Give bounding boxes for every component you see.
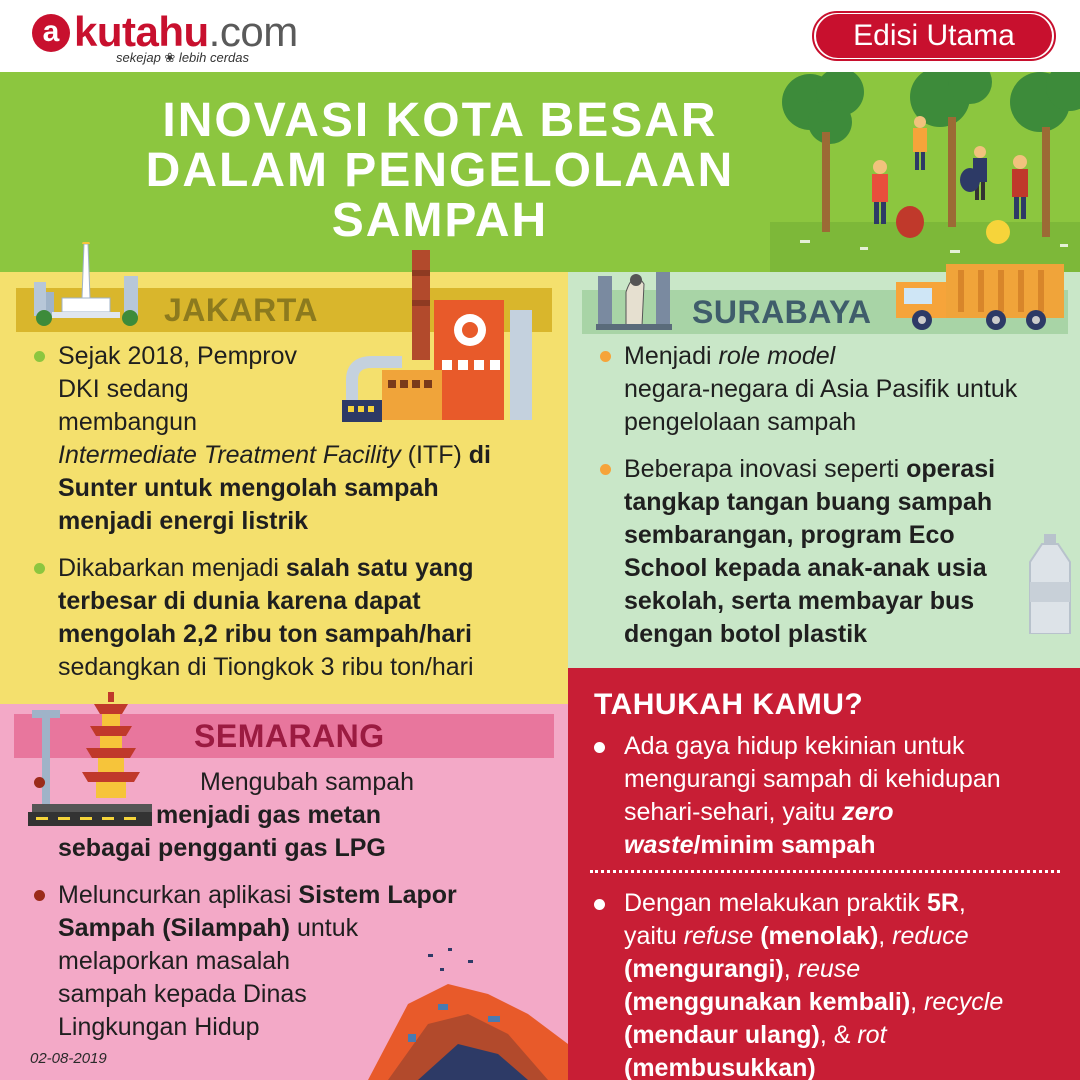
header [0,0,1080,72]
logo-tagline: sekejap ❀ lebih cerdas [116,50,250,65]
dotted-divider [590,870,1060,873]
logo-a-mark: a [32,14,70,52]
surabaya-monument-illustration [596,262,672,334]
tahukah-bullets [590,730,1060,1080]
semarang-panel [0,704,568,1080]
list-item: Mengubah sampah menjadi gas metan sebagai pengganti gas LPG [32,766,457,865]
list-item: Beberapa inovasi seperti operasi tangkap tangan buang sampah sembarangan, program Eco School kepada anak-anak usia sekolah, serta membayar bus dengan botol plastik [598,453,1017,651]
list-item: Menjadi role model negara-negara di Asia Pasifik untuk pengelolaan sampah [598,340,1017,439]
semarang-bullets [32,766,457,1058]
list-item: Dengan melakukan praktik 5R, yaitu refuse (menolak), reduce (mengurangi), reuse (menggunakan kembali), recycle (mendaur ulang), & rot (membusukkan) [590,887,1060,1080]
list-item: Dikabarkan menjadi salah satu yang terbesar di dunia karena dapat mengolah 2,2 ribu ton sampah/hari sedangkan di Tiongkok 3 ribu ton/hari [32,552,491,684]
page-title [80,96,800,246]
garbage-truck-illustration [896,260,1066,332]
publish-date: 02-08-2019 [30,1050,107,1067]
monas-illustration [26,242,150,338]
title-line-1: INOVASI KOTA BESAR [162,94,718,147]
logo-name: kutahu [74,8,209,55]
jakarta-bullets [32,340,491,698]
list-item: Meluncurkan aplikasi Sistem Lapor Sampah (Silampah) untuk melaporkan masalah sampah kepada Dinas Lingkungan Hidup [32,879,457,1044]
title-line-3: SAMPAH [331,194,549,247]
trees-people-illustration [770,72,1080,272]
tahukah-heading: TAHUKAH KAMU? [594,688,864,721]
edition-badge: Edisi Utama [816,14,1052,58]
surabaya-panel [568,272,1080,668]
list-item: Ada gaya hidup kekinian untuk mengurangi sampah di kehidupan sehari-sehari, yaitu zero waste/minim sampah [590,730,1060,862]
bottle-illustration [1018,534,1080,634]
jakarta-panel [0,272,568,704]
logo-wordmark [74,8,298,56]
surabaya-heading: SURABAYA [582,290,1068,334]
jakarta-heading: JAKARTA [16,288,552,332]
semarang-heading: SEMARANG [14,714,554,758]
surabaya-bullets [598,340,1017,665]
list-item: Sejak 2018, Pemprov DKI sedang membangun Intermediate Treatment Facility (ITF) di Sunter untuk mengolah sampah menjadi energi listrik [32,340,491,538]
logo-dotcom: .com [208,8,298,55]
hero-banner [0,72,1080,272]
tahukah-panel [568,668,1080,1080]
title-line-2: DALAM PENGELOLAAN [145,144,735,197]
